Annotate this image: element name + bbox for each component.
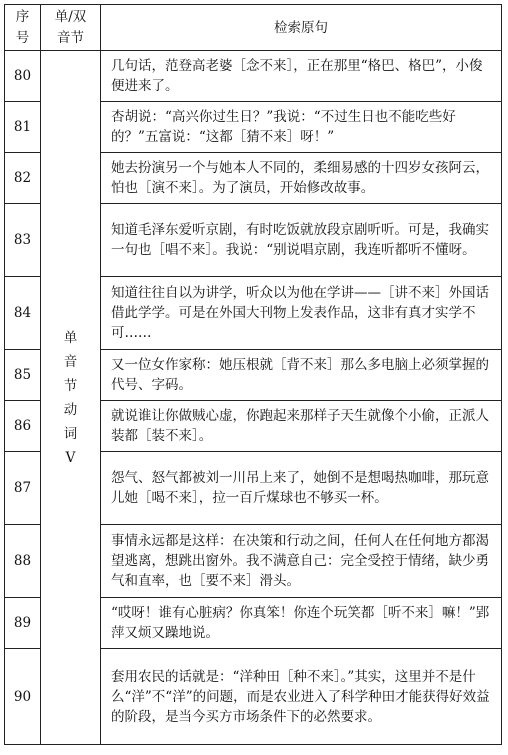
row-number: 82 — [5, 153, 41, 204]
row-number: 89 — [5, 598, 41, 649]
row-sentence: 事情永远都是这样：在决策和行动之间，任何人在任何地方都渴望逃离，想跳出窗外。我不满意自己：完全受控于情绪，缺少勇气和直率，也［要不来］滑头。 — [101, 525, 502, 598]
row-number: 86 — [5, 401, 41, 452]
header-sentence-text: 检索原句 — [274, 19, 328, 36]
row-number: 87 — [5, 452, 41, 525]
table-row — [5, 51, 502, 102]
category-char: 节 — [63, 377, 78, 394]
category-char: 单 — [63, 329, 78, 346]
category-label — [41, 326, 100, 470]
row-number: 88 — [5, 525, 41, 598]
header-category — [41, 5, 101, 51]
row-sentence: 她去扮演另一个与她本人不同的，柔细易感的十四岁女孩阿云，怕也［演不来］。为了演员，开始修改故事。 — [101, 153, 502, 204]
header-sentence — [101, 5, 502, 51]
row-sentence: 又一位女作家称：她压根就［背不来］那么多电脑上必须掌握的代号、字码。 — [101, 350, 502, 401]
row-sentence: 套用农民的话就是：“洋种田［种不来］。”其实，这里并不是什么“洋”不“洋”的问题，而是农业进入了科学种田才能获得好效益的阶段，是当今买方市场条件下的必然要求。 — [101, 649, 502, 745]
sentence-table — [4, 4, 502, 745]
category-char: 动 — [63, 401, 78, 418]
row-sentence: 知道往往自以为讲学，听众以为他在学讲——［讲不来］外国话借此学学。可是在外国大刊物上发表作品，这非有真才实学不可…… — [101, 277, 502, 350]
category-cell — [41, 51, 101, 745]
row-number: 84 — [5, 277, 41, 350]
row-sentence: 知道毛泽东爱听京剧，有时吃饭就放段京剧听听。可是，我确实一句也［唱不来］。我说：“别说唱京剧，我连听都听不懂呀。 — [101, 204, 502, 277]
row-number: 83 — [5, 204, 41, 277]
row-sentence: 杏胡说：“高兴你过生日？”我说：“不过生日也不能吃些好的？”五富说：“这都［猜不来］呀！” — [101, 102, 502, 153]
row-number: 80 — [5, 51, 41, 102]
header-row — [5, 5, 502, 51]
header-num-text: 序号 — [15, 8, 30, 46]
category-char: V — [65, 449, 76, 466]
row-number: 81 — [5, 102, 41, 153]
header-category-line1: 单/双 — [54, 8, 87, 25]
row-sentence: “哎呀！谁有心脏病？你真笨！你连个玩笑都［听不来］嘛！”郢萍又烦又躁地说。 — [101, 598, 502, 649]
category-char: 音 — [63, 353, 78, 370]
row-sentence: 几句话，范登高老婆［念不来］，正在那里“格巴、格巴”，小俊便进来了。 — [101, 51, 502, 102]
row-number: 90 — [5, 649, 41, 745]
header-category-line2: 音节 — [57, 29, 84, 46]
header-num — [5, 5, 41, 51]
row-sentence: 怨气、怒气都被刘一川吊上来了，她倒不是想喝热咖啡，那玩意儿她［喝不来］，拉一百斤煤球也不够买一杯。 — [101, 452, 502, 525]
row-number: 85 — [5, 350, 41, 401]
row-sentence: 就说谁让你做贼心虚，你跑起来那样子天生就像个小偷，正派人装都［装不来］。 — [101, 401, 502, 452]
category-char: 词 — [63, 425, 78, 442]
